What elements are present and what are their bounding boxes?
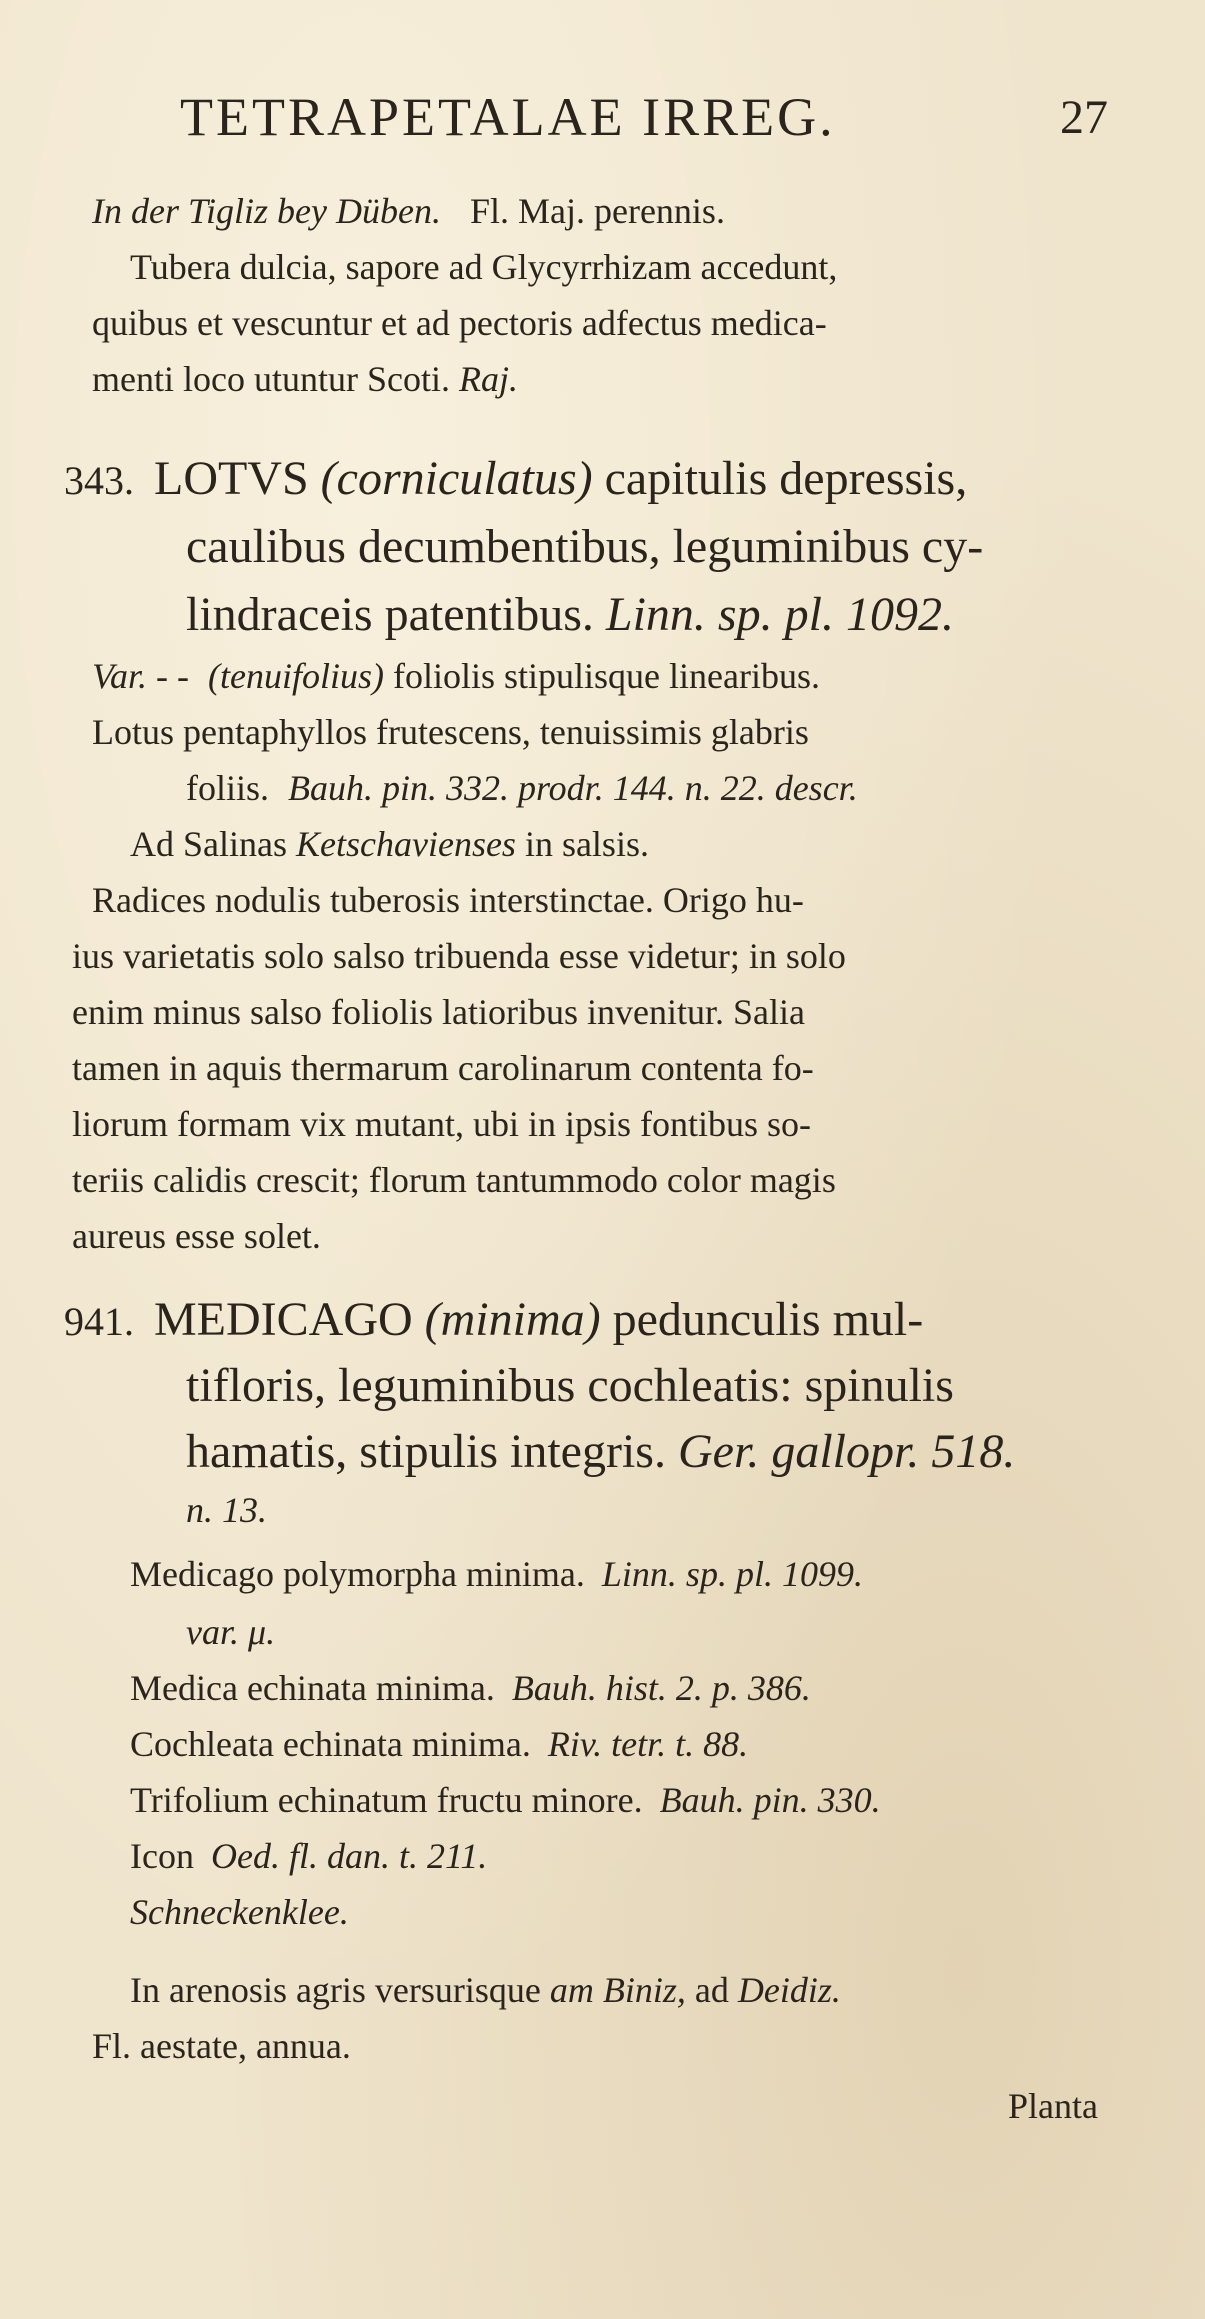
locality-text: Deidiz. (737, 1970, 841, 2010)
text-line: n. 13. (186, 1490, 267, 1530)
flowering-text: Fl. Maj. perennis. (469, 191, 725, 231)
text-span: Medica echinata minima. (130, 1668, 495, 1708)
text-line: Lotus pentaphyllos frutescens, tenuissimis glabris (92, 712, 809, 752)
running-head: TETRAPETALAE IRREG. (180, 87, 836, 147)
text-line (92, 658, 820, 694)
text-line: ius varietatis solo salso tribuenda esse videtur; in solo (72, 936, 846, 976)
species-name: (corniculatus) (320, 452, 593, 505)
citation-text: Ger. gallopr. 518. (677, 1425, 1016, 1478)
text-line: var. μ. (186, 1612, 276, 1652)
text-line: Schneckenklee. (130, 1892, 349, 1932)
text-line: Radices nodulis tuberosis interstinctae. Origo hu- (92, 880, 804, 920)
text-line: Fl. aestate, annua. (92, 2026, 351, 2066)
citation-text: Bauh. pin. 330. (659, 1780, 881, 1820)
text-span: Medicago polymorpha minima. (130, 1554, 585, 1594)
entry-number: 941. (64, 1299, 134, 1344)
text-line (130, 1838, 487, 1874)
text-line (130, 1556, 863, 1592)
locality-text: In der Tigliz bey Düben. (92, 191, 441, 231)
entry-number: 343. (64, 458, 134, 503)
text-span: foliolis stipulisque linearibus. (392, 656, 820, 696)
text-span: Cochleata echinata minima. (130, 1724, 531, 1764)
citation-text: Riv. tetr. t. 88. (547, 1724, 749, 1764)
citation-text: Bauh. pin. 332. prodr. 144. n. 22. descr. (288, 768, 858, 808)
text-span: capitulis depressis, (604, 452, 968, 505)
text-line (186, 1425, 1016, 1478)
variety-name: (tenuifolius) (208, 656, 384, 696)
text-line (130, 826, 649, 862)
text-span: In arenosis agris versurisque (130, 1970, 541, 2010)
text-line (92, 193, 725, 229)
page-number: 27 (1060, 91, 1108, 144)
text-line (130, 1726, 748, 1762)
catchword: Planta (1008, 2086, 1098, 2126)
locality-text: Ketschavienses (296, 824, 516, 864)
species-name: (minima) (424, 1293, 601, 1346)
genus-name: MEDICAGO (154, 1293, 413, 1346)
locality-text: am Biniz, (549, 1970, 686, 2010)
text-line (186, 588, 954, 641)
text-line: enim minus salso foliolis latioribus invenitur. Salia (72, 992, 805, 1032)
text-line: Tubera dulcia, sapore ad Glycyrrhizam accedunt, (130, 247, 838, 287)
text-line (130, 1972, 841, 2008)
text-line: tifloris, leguminibus cochleatis: spinulis (186, 1359, 954, 1412)
text-line: teriis calidis crescit; florum tantummodo color magis (72, 1160, 836, 1200)
text-line: liorum formam vix mutant, ubi in ipsis fontibus so- (72, 1104, 811, 1144)
text-span: ad (694, 1970, 729, 2010)
text-line: tamen in aquis thermarum carolinarum contenta fo- (72, 1048, 814, 1088)
citation-text: Linn. sp. pl. 1099. (601, 1554, 863, 1594)
text-span: in salsis. (524, 824, 649, 864)
text-span: Trifolium echinatum fructu minore. (130, 1780, 643, 1820)
text-line: quibus et vescuntur et ad pectoris adfectus medica- (92, 303, 827, 343)
citation-text: Linn. sp. pl. 1092. (605, 588, 954, 641)
citation-text: Raj. (458, 359, 518, 399)
text-span: foliis. (186, 768, 270, 808)
text-span: menti loco utuntur Scoti. (92, 359, 450, 399)
text-span: hamatis, stipulis integris. (186, 1425, 666, 1478)
text-span: pedunculis mul- (612, 1293, 924, 1346)
text-line: aureus esse solet. (72, 1216, 321, 1256)
entry-343-heading (64, 452, 968, 505)
text-line (92, 361, 518, 397)
text-span: lindraceis patentibus. (186, 588, 594, 641)
citation-text: Bauh. hist. 2. p. 386. (511, 1668, 811, 1708)
text-line: caulibus decumbentibus, leguminibus cy- (186, 520, 984, 573)
text-line (130, 1782, 881, 1818)
variety-label: Var. - - (92, 656, 189, 696)
text-line (186, 770, 858, 806)
text-span: Ad Salinas (130, 824, 287, 864)
text-span: Icon (130, 1836, 194, 1876)
entry-941-heading (64, 1293, 924, 1346)
citation-text: Oed. fl. dan. t. 211. (210, 1836, 488, 1876)
text-line (130, 1670, 811, 1706)
genus-name: LOTVS (154, 452, 309, 505)
